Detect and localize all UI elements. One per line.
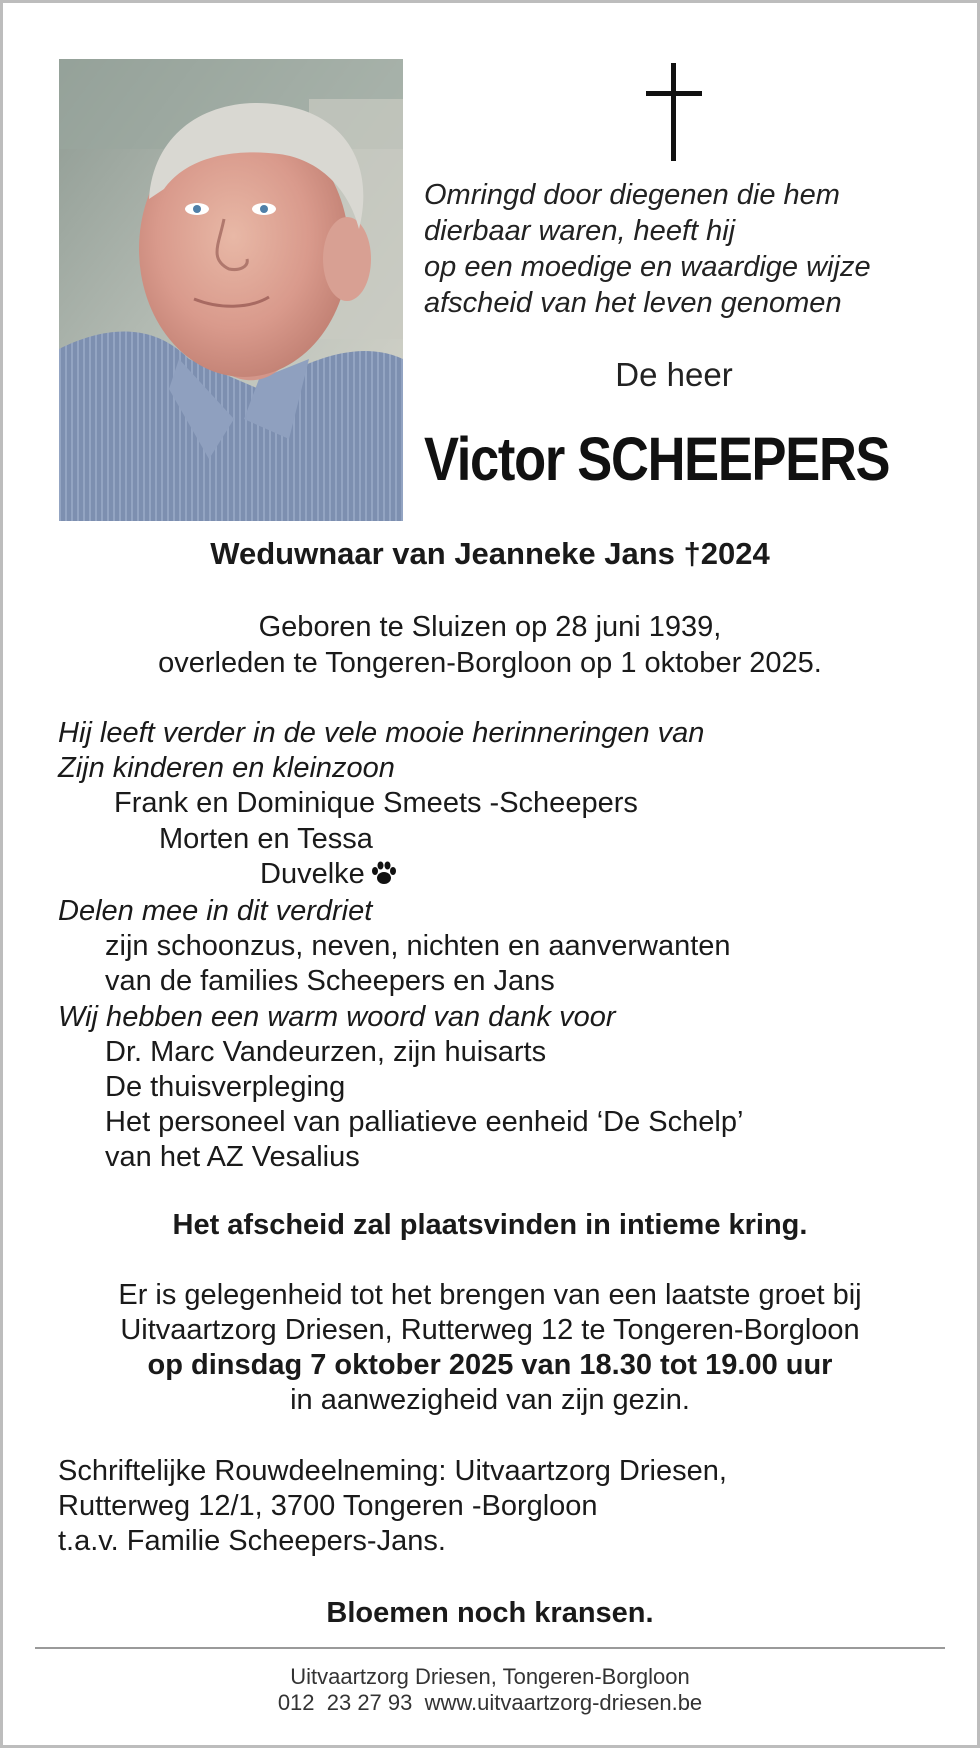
children-line: Frank en Dominique Smeets -Scheepers [114,787,638,820]
visitation-block [3,1278,977,1418]
thanks-line: Het personeel van palliatieve eenheid ‘De Schelp’ [105,1106,744,1139]
portrait-illustration [59,59,403,521]
intro-line: dierbaar waren, heeft hij [424,215,736,247]
condolence-line: t.a.v. Familie Scheepers-Jans. [58,1525,446,1557]
death-line: overleden te Tongeren-Borgloon op 1 oktober 2025. [158,647,822,679]
footer-contact: 012 23 27 93 www.uitvaartzorg-driesen.be [277,1690,703,1715]
share-line: zijn schoonzus, neven, nichten en aanverwanten [105,930,731,963]
portrait-photo [59,59,403,521]
birth-death-block [3,609,977,681]
thanks-line: van het AZ Vesalius [105,1141,360,1174]
condolences-block [58,1454,938,1559]
paw-icon [371,859,397,894]
visit-date: op dinsdag 7 oktober 2025 van 18.30 tot 19.00 uur [147,1349,833,1381]
footer-line: Uitvaartzorg Driesen, Tongeren-Borgloon [290,1664,690,1689]
thanks-line: Dr. Marc Vandeurzen, zijn huisarts [105,1035,547,1068]
funeral-home-footer [3,1664,977,1716]
intro-line: Omringd door diegenen die hem [424,179,840,211]
visit-line: in aanwezigheid van zijn gezin. [290,1384,690,1416]
salutation: De heer [615,356,733,393]
intro-line: op een moedige en waardige wijze [424,251,871,283]
condolence-line: Schriftelijke Rouwdeelneming: Uitvaartzorg Driesen, [58,1455,727,1487]
memory-heading: Hij leeft verder in de vele mooie herinneringen van [58,717,705,749]
family-block [58,716,938,1176]
footer-divider [35,1647,945,1649]
deceased-name: Victor SCHEEPERS [424,425,890,493]
visit-line: Er is gelegenheid tot het brengen van een laatste groet bij [118,1279,862,1311]
grandchildren-line: Morten en Tessa [159,822,373,855]
widower-line: Weduwnaar van Jeanneke Jans †2024 [210,536,770,571]
cross-icon [646,63,702,161]
condolence-line: Rutterweg 12/1, 3700 Tongeren -Borgloon [58,1490,598,1522]
thanks-line: De thuisverpleging [105,1071,346,1104]
share-heading: Delen mee in dit verdriet [58,895,373,928]
visit-line: Uitvaartzorg Driesen, Rutterweg 12 te Tongeren-Borgloon [120,1314,860,1346]
intro-line: afscheid van het leven genomen [424,287,842,319]
birth-line: Geboren te Sluizen op 28 juni 1939, [258,611,722,643]
flowers-notice: Bloemen noch kransen. [326,1597,654,1629]
intro-text [424,177,944,321]
farewell-notice: Het afscheid zal plaatsvinden in intieme kring. [172,1209,808,1241]
pet-name: Duvelke [260,857,365,890]
children-heading: Zijn kinderen en kleinzoon [58,752,395,785]
pet-line [58,857,938,894]
share-line: van de families Scheepers en Jans [105,965,555,998]
thanks-heading: Wij hebben een warm woord van dank voor [58,1000,616,1033]
